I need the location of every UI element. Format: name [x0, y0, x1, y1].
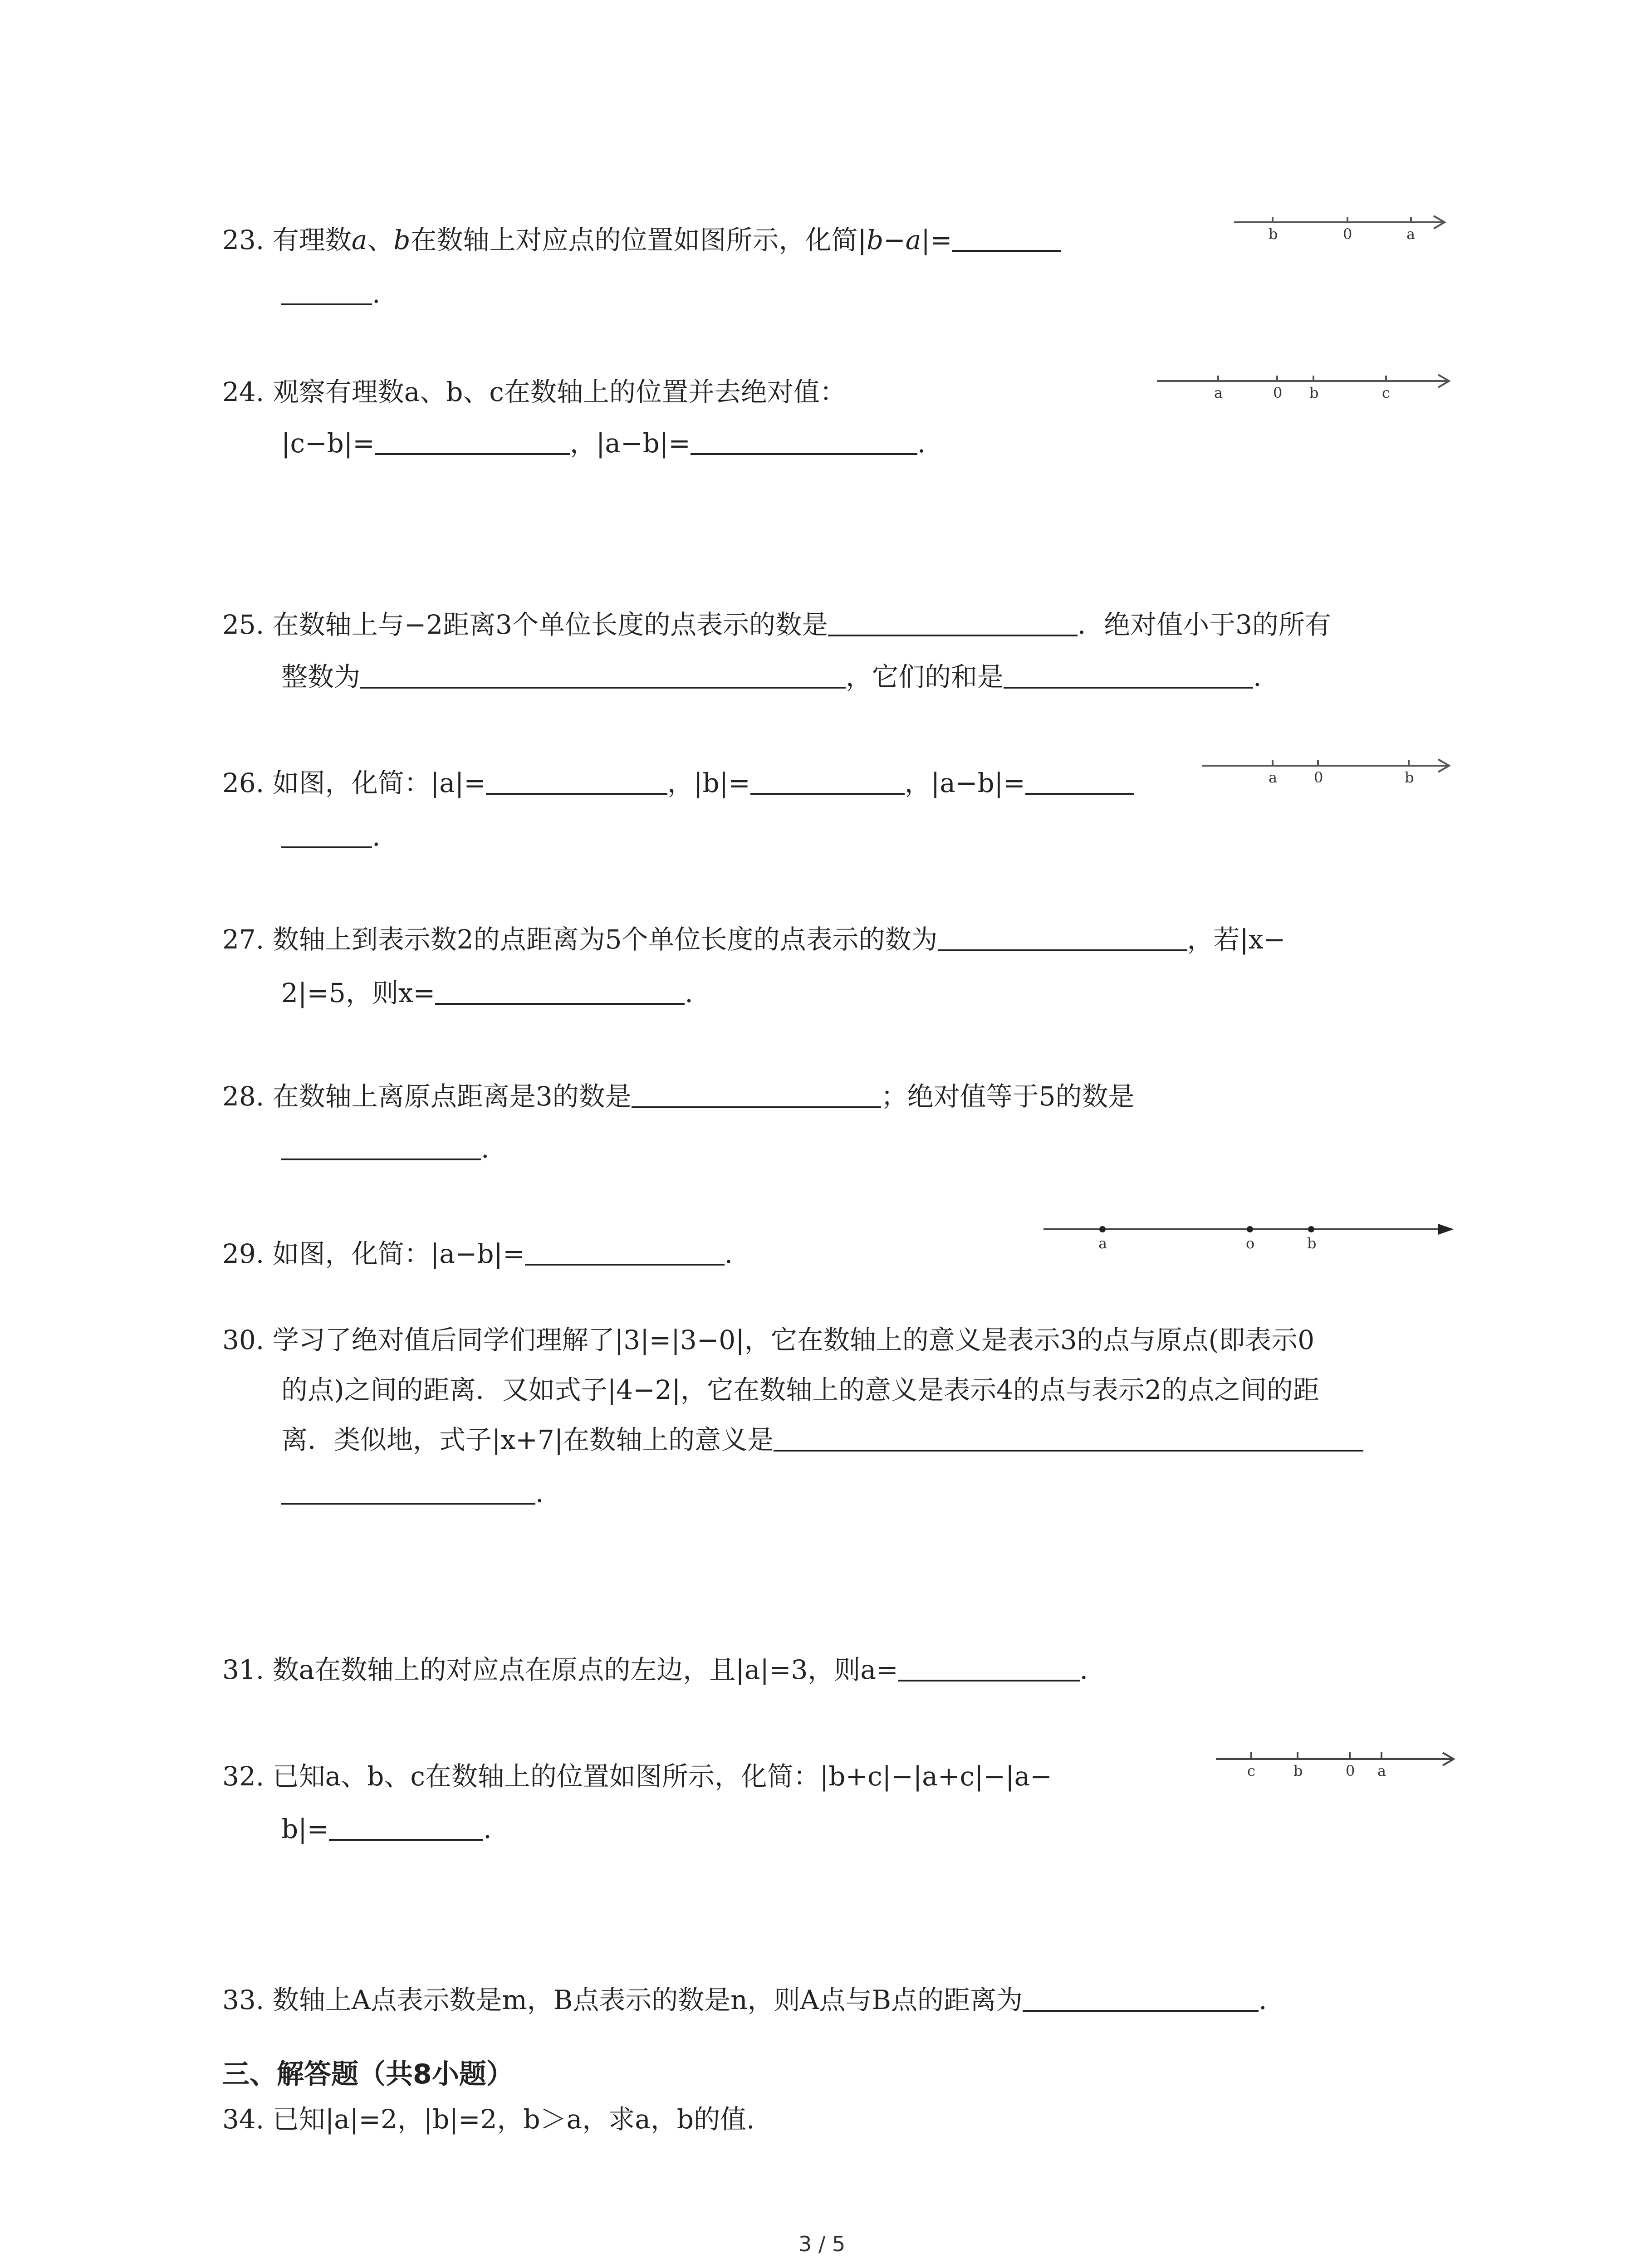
answer-blank[interactable] — [898, 1680, 1080, 1681]
question-28-line-1: 28. 在数轴上离原点距离是3的数是 ；绝对值等于5的数是 — [222, 1081, 1135, 1112]
answer-blank[interactable] — [938, 949, 1187, 951]
question-23-line-2: . — [281, 280, 380, 307]
axis-label: a — [1214, 384, 1223, 401]
axis-label: a — [1269, 769, 1278, 786]
question-number: 26. — [222, 767, 265, 798]
axis-label: a — [1377, 1762, 1386, 1779]
question-number: 25. — [222, 609, 265, 640]
answer-blank[interactable] — [952, 250, 1061, 252]
question-29-line-1: 29. 如图，化简：|a−b|= . — [222, 1238, 733, 1269]
answer-blank[interactable] — [435, 1003, 685, 1005]
axis-label: o — [1246, 1235, 1255, 1252]
number-line-q23 — [1234, 213, 1452, 249]
question-28-line-2: . — [281, 1135, 489, 1162]
question-26-line-1: 26. 如图，化简：|a|= ，|b|= ，|a−b|= — [222, 770, 1134, 796]
axis-label: 0 — [1273, 384, 1283, 401]
answer-blank[interactable] — [281, 1158, 481, 1160]
answer-blank[interactable] — [750, 793, 905, 795]
answer-blank[interactable] — [1023, 2010, 1259, 2012]
question-24-line-1: 24. 观察有理数a、b、c在数轴上的位置并去绝对值： — [222, 376, 846, 407]
answer-blank[interactable] — [360, 687, 846, 689]
question-number: 24. — [222, 376, 265, 407]
question-27-line-1: 27. 数轴上到表示数2的点距离为5个单位长度的点表示的数为 ，若|x− — [222, 924, 1286, 955]
question-number: 30. — [222, 1325, 265, 1355]
question-23-line-1: 23. 有理数a、b在数轴上对应点的位置如图所示，化简|b−a|= — [222, 227, 1061, 253]
answer-blank[interactable] — [525, 1264, 725, 1266]
answer-blank[interactable] — [774, 1450, 1363, 1452]
question-27-line-2: 2|=5，则x= . — [281, 978, 693, 1008]
answer-blank[interactable] — [828, 635, 1078, 636]
answer-blank[interactable] — [691, 453, 917, 455]
answer-blank[interactable] — [1004, 687, 1253, 689]
axis-label: b — [1309, 384, 1319, 401]
number-line-q32 — [1216, 1750, 1461, 1786]
axis-label: c — [1382, 384, 1390, 401]
page-number: 3 / 5 — [798, 2232, 846, 2256]
question-number: 28. — [222, 1081, 265, 1112]
question-33-line-1: 33. 数轴上A点表示数是m，B点表示的数是n，则A点与B点的距离为 . — [222, 1984, 1267, 2015]
answer-blank[interactable] — [632, 1106, 881, 1108]
question-32-line-1: 32. 已知a、b、c在数轴上的位置如图所示，化简：|b+c|−|a+c|−|a− — [222, 1761, 1052, 1792]
axis-label: a — [1098, 1235, 1107, 1252]
axis-label: b — [1293, 1762, 1303, 1779]
question-number: 23. — [222, 225, 265, 255]
question-32-line-2: b|= . — [281, 1813, 492, 1844]
answer-blank[interactable] — [281, 846, 372, 848]
axis-label: b — [1405, 769, 1414, 786]
answer-blank[interactable] — [1025, 793, 1134, 795]
answer-blank[interactable] — [281, 303, 372, 305]
axis-label: 0 — [1314, 769, 1323, 786]
question-number: 34. — [222, 2104, 265, 2135]
axis-label: 0 — [1343, 225, 1352, 243]
question-24-line-2: |c−b|= ，|a−b|= . — [281, 428, 926, 459]
question-number: 33. — [222, 1984, 265, 2015]
number-line-q24 — [1157, 372, 1456, 408]
axis-label: c — [1247, 1762, 1255, 1779]
answer-blank[interactable] — [486, 793, 667, 795]
answer-blank[interactable] — [329, 1839, 483, 1841]
question-30-line-1: 30. 学习了绝对值后同学们理解了|3|=|3−0|，它在数轴上的意义是表示3的点与原点(即表示0 — [222, 1325, 1315, 1355]
axis-label: b — [1269, 225, 1278, 243]
question-30-line-2: 的点)之间的距离．又如式子|4−2|，它在数轴上的意义是表示4的点与表示2的点之间的距 — [281, 1374, 1319, 1405]
axis-label: a — [1406, 225, 1416, 243]
question-30-line-4: . — [281, 1480, 544, 1506]
answer-blank[interactable] — [281, 1503, 535, 1505]
question-26-line-2: . — [281, 823, 380, 850]
number-line-q29 — [1043, 1220, 1461, 1256]
axis-label: 0 — [1346, 1762, 1355, 1779]
question-30-line-3: 离．类似地，式子|x+7|在数轴上的意义是 — [281, 1427, 1363, 1453]
number-line-q26 — [1202, 757, 1456, 793]
question-25-line-1: 25. 在数轴上与−2距离3个单位长度的点表示的数是 ．绝对值小于3的所有 — [222, 609, 1331, 640]
question-number: 29. — [222, 1238, 265, 1269]
question-number: 27. — [222, 924, 265, 955]
axis-label: b — [1307, 1235, 1317, 1252]
section-title: 三、解答题（共8小题） — [222, 2058, 514, 2090]
question-number: 31. — [222, 1654, 265, 1685]
question-31-line-1: 31. 数a在数轴上的对应点在原点的左边，且|a|=3，则a= . — [222, 1654, 1088, 1685]
question-34-line-1: 34. 已知|a|=2，|b|=2，b＞a，求a，b的值. — [222, 2104, 755, 2135]
answer-blank[interactable] — [375, 453, 570, 455]
question-number: 32. — [222, 1761, 265, 1792]
question-25-line-2: 整数为 ，它们的和是 . — [281, 661, 1262, 692]
